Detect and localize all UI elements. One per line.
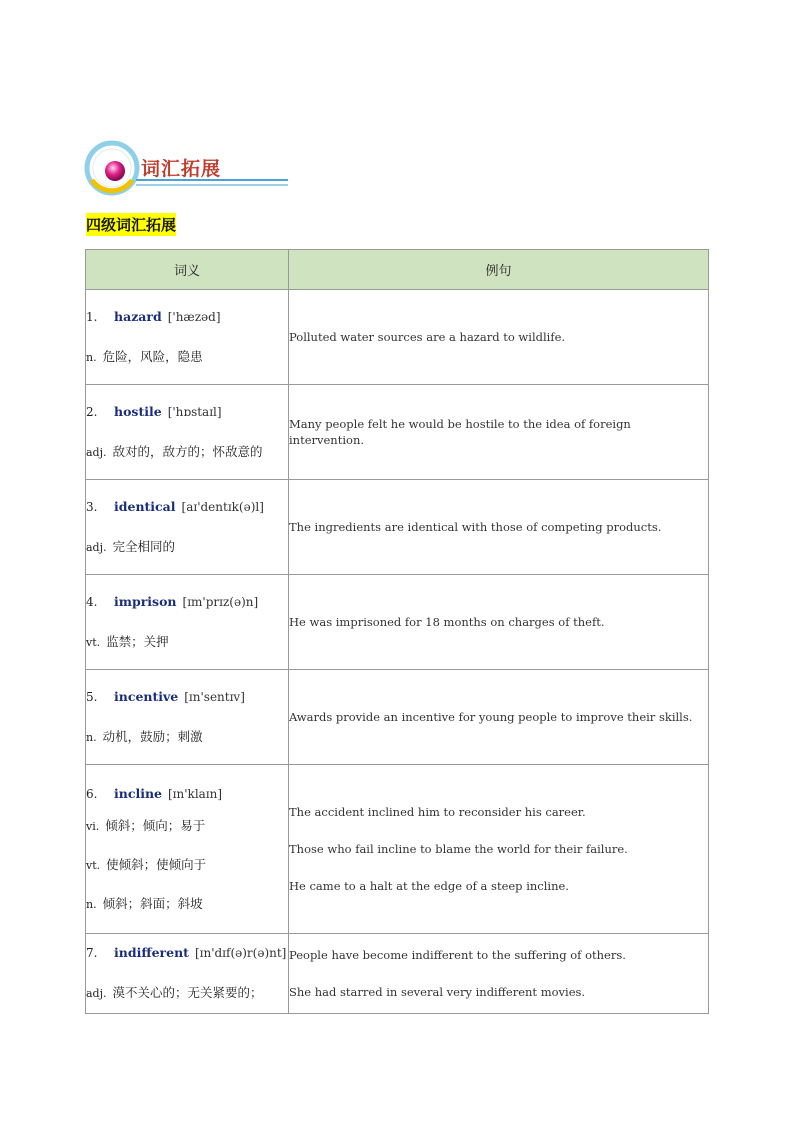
section-title: 词汇拓展 (141, 158, 222, 180)
part-of-speech: n. (86, 730, 97, 744)
subheading: 四级词汇拓展 (86, 213, 176, 236)
vocab-table (85, 249, 709, 1014)
phonetic: [ɪn'sentɪv] (184, 689, 245, 704)
word-line (86, 594, 288, 610)
example-sentence: People have become indifferent to the suffering of others. (289, 948, 626, 962)
example-sentence: Many people felt he would be hostile to the idea of foreign intervention. (289, 417, 631, 447)
word-cell (86, 765, 289, 934)
example-cell (289, 575, 709, 670)
phonetic: ['hɒstaɪl] (167, 404, 222, 419)
table-row (86, 480, 709, 575)
definition-text: 使倾斜；使倾向于 (106, 856, 207, 872)
part-of-speech: vt. (86, 635, 101, 649)
table-row (86, 670, 709, 765)
example-cell (289, 290, 709, 385)
word-line (86, 499, 288, 515)
definition-text: 漠不关心的；无关紧要的； (112, 985, 263, 1000)
table-row (86, 934, 709, 1014)
definition-line (86, 349, 288, 366)
headword: identical (114, 498, 176, 514)
definition-line (86, 818, 288, 835)
table-row (86, 575, 709, 670)
definition-text: 敌对的，敌方的；怀敌意的 (112, 443, 263, 459)
example-sentence: Polluted water sources are a hazard to wildlife. (289, 330, 566, 344)
definition-line (86, 444, 288, 461)
example-cell (289, 670, 709, 765)
example-sentence: She had starred in several very indifferent movies. (289, 985, 586, 999)
table-row (86, 290, 709, 385)
word-line (86, 945, 288, 961)
example-sentence: Those who fail incline to blame the world for their failure. (289, 842, 628, 856)
phonetic: [ɪm'prɪz(ə)n] (182, 594, 259, 609)
word-cell (86, 934, 289, 1014)
definition-text: 危险，风险，隐患 (102, 348, 203, 364)
part-of-speech: vt. (86, 858, 101, 872)
part-of-speech: vi. (86, 819, 100, 833)
definition-line (86, 539, 288, 556)
definition-line (86, 985, 288, 1002)
phonetic: ['hæzəd] (167, 309, 221, 324)
example-sentence: Awards provide an incentive for young people to improve their skills. (289, 710, 693, 724)
entry-number: 6. (86, 786, 98, 801)
word-line (86, 786, 288, 802)
word-cell (86, 290, 289, 385)
definition-text: 完全相同的 (112, 538, 176, 554)
example-cell (289, 934, 709, 1014)
example-cell (289, 765, 709, 934)
part-of-speech: adj. (86, 987, 107, 1000)
definition-line (86, 896, 288, 913)
headword: hostile (114, 403, 162, 419)
definition-text: 监禁；关押 (106, 633, 169, 649)
phonetic: [aɪ'dentɪk(ə)l] (181, 499, 264, 514)
headword: incline (114, 785, 162, 801)
word-cell (86, 385, 289, 480)
example-cell (289, 480, 709, 575)
example-cell (289, 385, 709, 480)
entry-number: 4. (86, 594, 98, 609)
word-line (86, 309, 288, 325)
headword: incentive (114, 688, 179, 704)
definition-text: 动机，鼓励；刺激 (102, 728, 203, 744)
entry-number: 1. (86, 309, 98, 324)
example-sentence: He came to a halt at the edge of a steep incline. (289, 879, 569, 893)
part-of-speech: adj. (86, 445, 107, 459)
definition-text: 倾斜；斜面；斜坡 (102, 895, 203, 911)
word-line (86, 689, 288, 705)
headword: indifferent (114, 945, 189, 960)
definition-line (86, 634, 288, 651)
example-sentence: The ingredients are identical with those of competing products. (289, 520, 662, 534)
table-row (86, 765, 709, 934)
definition-line (86, 857, 288, 874)
part-of-speech: adj. (86, 540, 107, 554)
table-row (86, 385, 709, 480)
definition-text: 倾斜；倾向；易于 (105, 817, 206, 833)
table-header-row (86, 250, 709, 290)
headword: hazard (114, 308, 162, 324)
part-of-speech: n. (86, 350, 97, 364)
example-sentence: He was imprisoned for 18 months on charges of theft. (289, 615, 605, 629)
section-header (84, 140, 294, 196)
entry-number: 2. (86, 404, 98, 419)
header-example: 例句 (289, 250, 709, 290)
word-cell (86, 670, 289, 765)
word-cell (86, 480, 289, 575)
entry-number: 5. (86, 689, 98, 704)
entry-number: 7. (86, 946, 98, 960)
example-sentence: The accident inclined him to reconsider his career. (289, 805, 586, 819)
phonetic: [ɪn'klaɪn] (168, 786, 223, 801)
definition-line (86, 729, 288, 746)
entry-number: 3. (86, 499, 98, 514)
word-cell (86, 575, 289, 670)
word-line (86, 404, 288, 420)
phonetic: [ɪn'dɪf(ə)r(ə)nt] (194, 946, 287, 960)
header-meaning: 词义 (86, 250, 289, 290)
headword: imprison (114, 593, 177, 609)
part-of-speech: n. (86, 897, 97, 911)
